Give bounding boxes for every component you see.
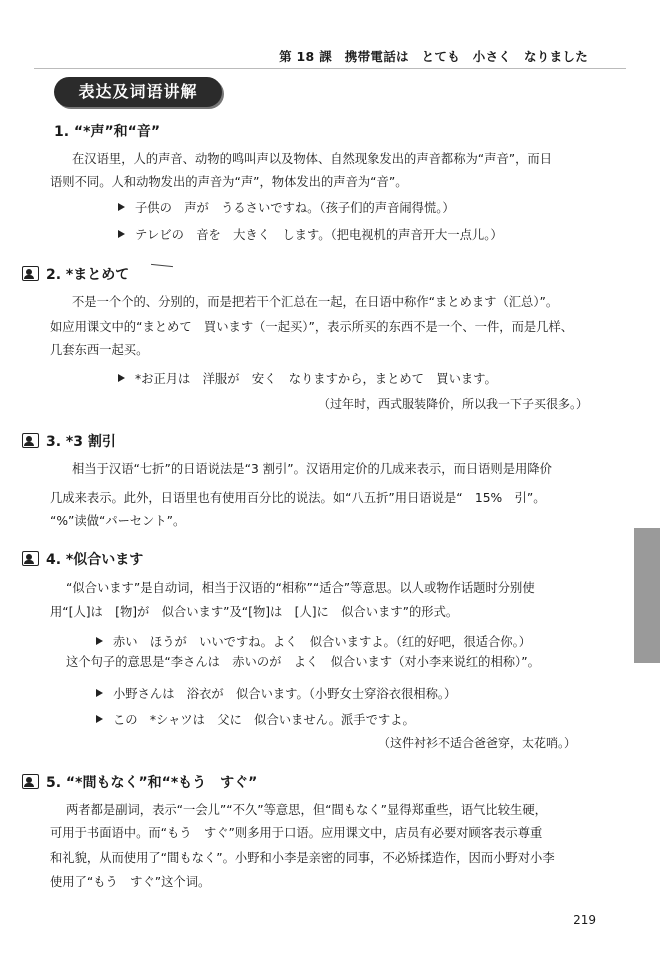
- audio-person-icon: [22, 774, 39, 789]
- section-2-example: *お正月は 洋服が 安く なりますから，まとめて 買います。: [118, 369, 497, 387]
- bullet-triangle-icon: [96, 715, 103, 723]
- bullet-triangle-icon: [118, 374, 125, 382]
- section-banner: 表达及词语讲解: [54, 77, 222, 107]
- bullet-triangle-icon: [118, 203, 125, 211]
- section-5-title: 5. “*間もなく”和“*もう すぐ”: [46, 775, 258, 791]
- audio-person-icon: [22, 266, 39, 281]
- section-2-translation: （过年时，西式服装降价，所以我一下子买很多。）: [317, 397, 588, 411]
- section-4-para-line: 用“[人]は [物]が 似合います”及“[物]は [人]に 似合います”的形式。: [50, 605, 459, 619]
- section-3-title: 3. *3 割引: [46, 434, 116, 450]
- section-2-para-line: 几套东西一起买。: [50, 343, 149, 357]
- section-4-para2: 这个句子的意思是“李さんは 赤いのが よく 似合います（对小李来说红的相称）”。: [66, 655, 540, 669]
- section-4-example: 小野さんは 浴衣が 似合います。（小野女士穿浴衣很相称。）: [96, 684, 456, 702]
- running-header: 第 18 課 携帯電話は とても 小さく なりました: [279, 49, 588, 64]
- section-1-example: 子供の 声が うるさいですね。（孩子们的声音闹得慌。）: [118, 198, 455, 216]
- section-4-para-line: “似合います”是自动词，相当于汉语的“相称”“适合”等意思。以人或物作话题时分别使: [66, 581, 535, 595]
- pen-stroke-mark: [151, 264, 173, 267]
- section-3-para-line: 相当于汉语“七折”的日语说法是“3 割引”。汉语用定价的几成来表示，而日语则是用降价: [72, 462, 552, 476]
- section-4-example: 赤い ほうが いいですね。よく 似合いますよ。（红的好吧，很适合你。）: [96, 632, 531, 650]
- section-1-para-line: 在汉语里，人的声音、动物的鸣叫声以及物体、自然现象发出的声音都称为“声音”，而日: [72, 152, 553, 166]
- section-5-para-line: 两者都是副词，表示“一会儿”“不久”等意思，但“間もなく”显得郑重些，语气比较生硬，: [66, 803, 547, 817]
- section-2-para-line: 不是一个个的、分别的，而是把若干个汇总在一起，在日语中称作“まとめます（汇总）”。: [72, 295, 559, 309]
- section-3-para-line: “%”读做“パーセント”。: [50, 514, 186, 528]
- section-5-para-line: 使用了“もう すぐ”这个词。: [50, 875, 211, 889]
- section-5-para-line: 可用于书面语中。而“もう すぐ”则多用于口语。应用课文中，店员有必要对顾客表示尊重: [50, 826, 543, 840]
- section-4-title: 4. *似合います: [46, 552, 144, 568]
- section-3-para-line: 几成来表示。此外，日语里也有使用百分比的说法。如“八五折”用日语说是“ 15% 引”。: [50, 491, 546, 505]
- section-4-translation: （这件衬衫不适合爸爸穿，太花哨。）: [377, 736, 576, 750]
- section-1-title: 1. “*声”和“音”: [54, 124, 161, 140]
- bullet-triangle-icon: [96, 637, 103, 645]
- section-4-example: この *シャツは 父に 似合いません。派手ですよ。: [96, 710, 415, 728]
- section-2-para-line: 如应用课文中的“まとめて 買います（一起买）”，表示所买的东西不是一个、一件，而是几样、: [50, 320, 574, 334]
- header-rule: [34, 68, 626, 69]
- section-2-title: 2. *まとめて: [46, 267, 130, 283]
- section-1-para-line: 语则不同。人和动物发出的声音为“声”，物体发出的声音为“音”。: [50, 175, 408, 189]
- section-5-para-line: 和礼貌，从而使用了“間もなく”。小野和小李是亲密的同事，不必矫揉造作，因而小野对小李: [50, 851, 555, 865]
- audio-person-icon: [22, 551, 39, 566]
- bullet-triangle-icon: [118, 230, 125, 238]
- section-1-example: テレビの 音を 大きく します。（把电视机的声音开大一点儿。）: [118, 225, 503, 243]
- bullet-triangle-icon: [96, 689, 103, 697]
- chapter-thumb-tab: [634, 528, 660, 663]
- page-number: 219: [573, 913, 596, 927]
- audio-person-icon: [22, 433, 39, 448]
